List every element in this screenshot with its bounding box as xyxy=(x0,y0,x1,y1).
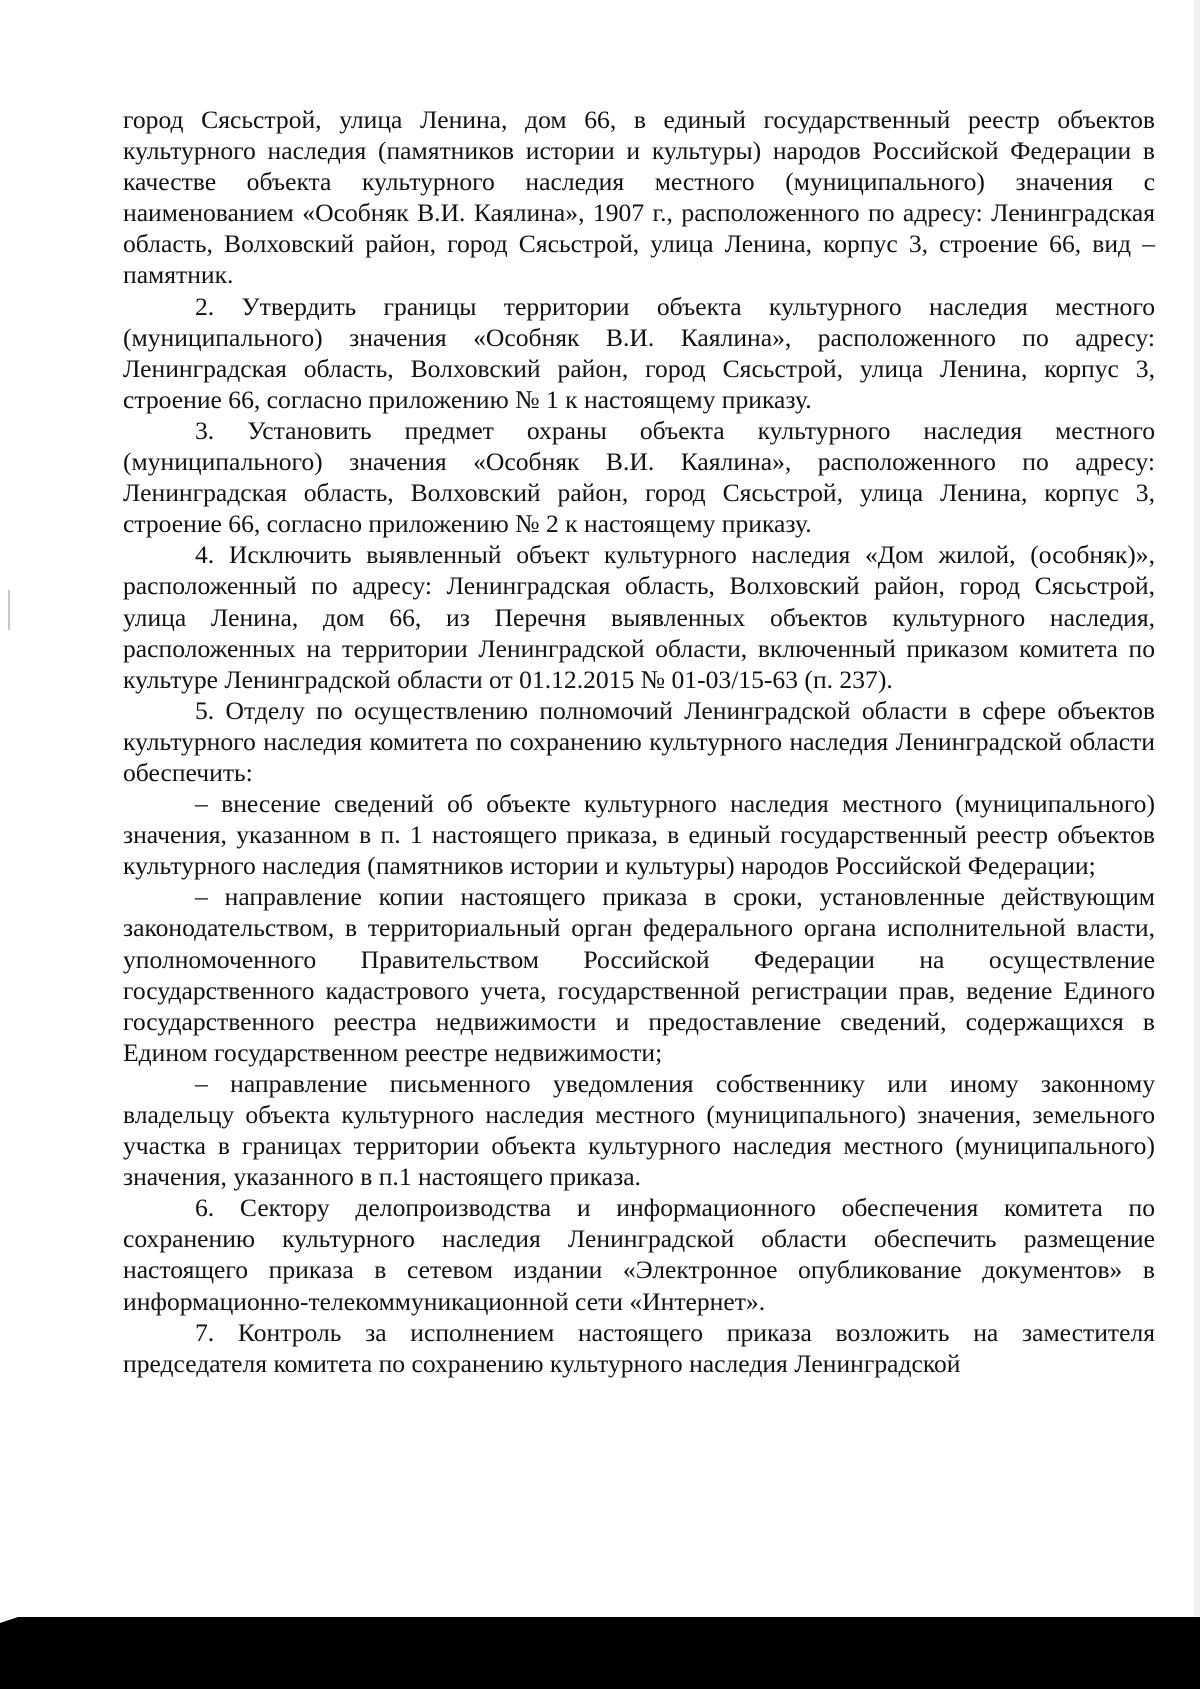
paragraph-item-7: 7. Контроль за исполнением настоящего приказа возложить на заместителя председателя комитета по сохранению культурного наследия Ленинградской xyxy=(123,1317,1155,1378)
document-body-text xyxy=(123,104,1155,1379)
paragraph-item-4: 4. Исключить выявленный объект культурного наследия «Дом жилой, (особняк)», расположенный по адресу: Ленинградская область, Волховский район, город Сясьстрой, улица Ленина, дом 66, из Перечня выявленных объектов культурного наследия, расположенных на территории Ленинградской области, включенный приказом комитета по культуре Ленинградской области от 01.12.2015 № 01-03/15-63 (п. 237). xyxy=(123,540,1155,694)
paragraph-item-5-dash-1: – внесение сведений об объекте культурного наследия местного (муниципального) значения, указанном в п. 1 настоящего приказа, в единый государственный реестр объектов культурного наследия (памятников истории и культуры) народов Российской Федерации; xyxy=(123,789,1155,881)
paragraph-item-5: 5. Отделу по осуществлению полномочий Ленинградской области в сфере объектов культурного наследия комитета по сохранению культурного наследия Ленинградской области обеспечить: xyxy=(123,695,1155,787)
scan-bottom-band-edge xyxy=(0,1617,18,1623)
paragraph-item-6: 6. Сектору делопроизводства и информационного обеспечения комитета по сохранению культурного наследия Ленинградской области обеспечить размещение настоящего приказа в сетевом издании «Электронное опубликование документов» в информационно-телекоммуникационной сети «Интернет». xyxy=(123,1193,1155,1316)
paragraph-continuation: город Сясьстрой, улица Ленина, дом 66, в единый государственный реестр объектов культурного наследия (памятников истории и культуры) народов Российской Федерации в качестве объекта культурного наследия местного (муниципального) значения с наименованием «Особняк В.И. Каялина», 1907 г., расположенного по адресу: Ленинградская область, Волховский район, город Сясьстрой, улица Ленина, корпус 3, строение 66, вид – памятник. xyxy=(123,105,1155,290)
scan-bottom-black-band xyxy=(0,1617,1200,1689)
scan-edge-strip xyxy=(1194,0,1200,1617)
scan-artifact-mark xyxy=(8,590,10,630)
paragraph-item-5-dash-2: – направление копии настоящего приказа в сроки, установленные действующим законодательством, в территориальный орган федерального органа исполнительной власти, уполномоченного Правительством Российской Федерации на осуществление государственного кадастрового учета, государственной регистрации прав, ведение Единого государственного реестра недвижимости и предоставление сведений, содержащихся в Едином государственном реестре недвижимости; xyxy=(123,882,1155,1067)
paragraph-item-2: 2. Утвердить границы территории объекта культурного наследия местного (муниципального) значения «Особняк В.И. Каялина», расположенного по адресу: Ленинградская область, Волховский район, город Сясьстрой, улица Ленина, корпус 3, строение 66, согласно приложению № 1 к настоящему приказу. xyxy=(123,291,1155,414)
paragraph-item-3: 3. Установить предмет охраны объекта культурного наследия местного (муниципального) значения «Особняк В.И. Каялина», расположенного по адресу: Ленинградская область, Волховский район, город Сясьстрой, улица Ленина, корпус 3, строение 66, согласно приложению № 2 к настоящему приказу. xyxy=(123,415,1155,539)
paragraph-item-5-dash-3: – направление письменного уведомления собственнику или иному законному владельцу объекта культурного наследия местного (муниципального) значения, земельного участка в границах территории объекта культурного наследия местного (муниципального) значения, указанного в п.1 настоящего приказа. xyxy=(123,1068,1155,1192)
